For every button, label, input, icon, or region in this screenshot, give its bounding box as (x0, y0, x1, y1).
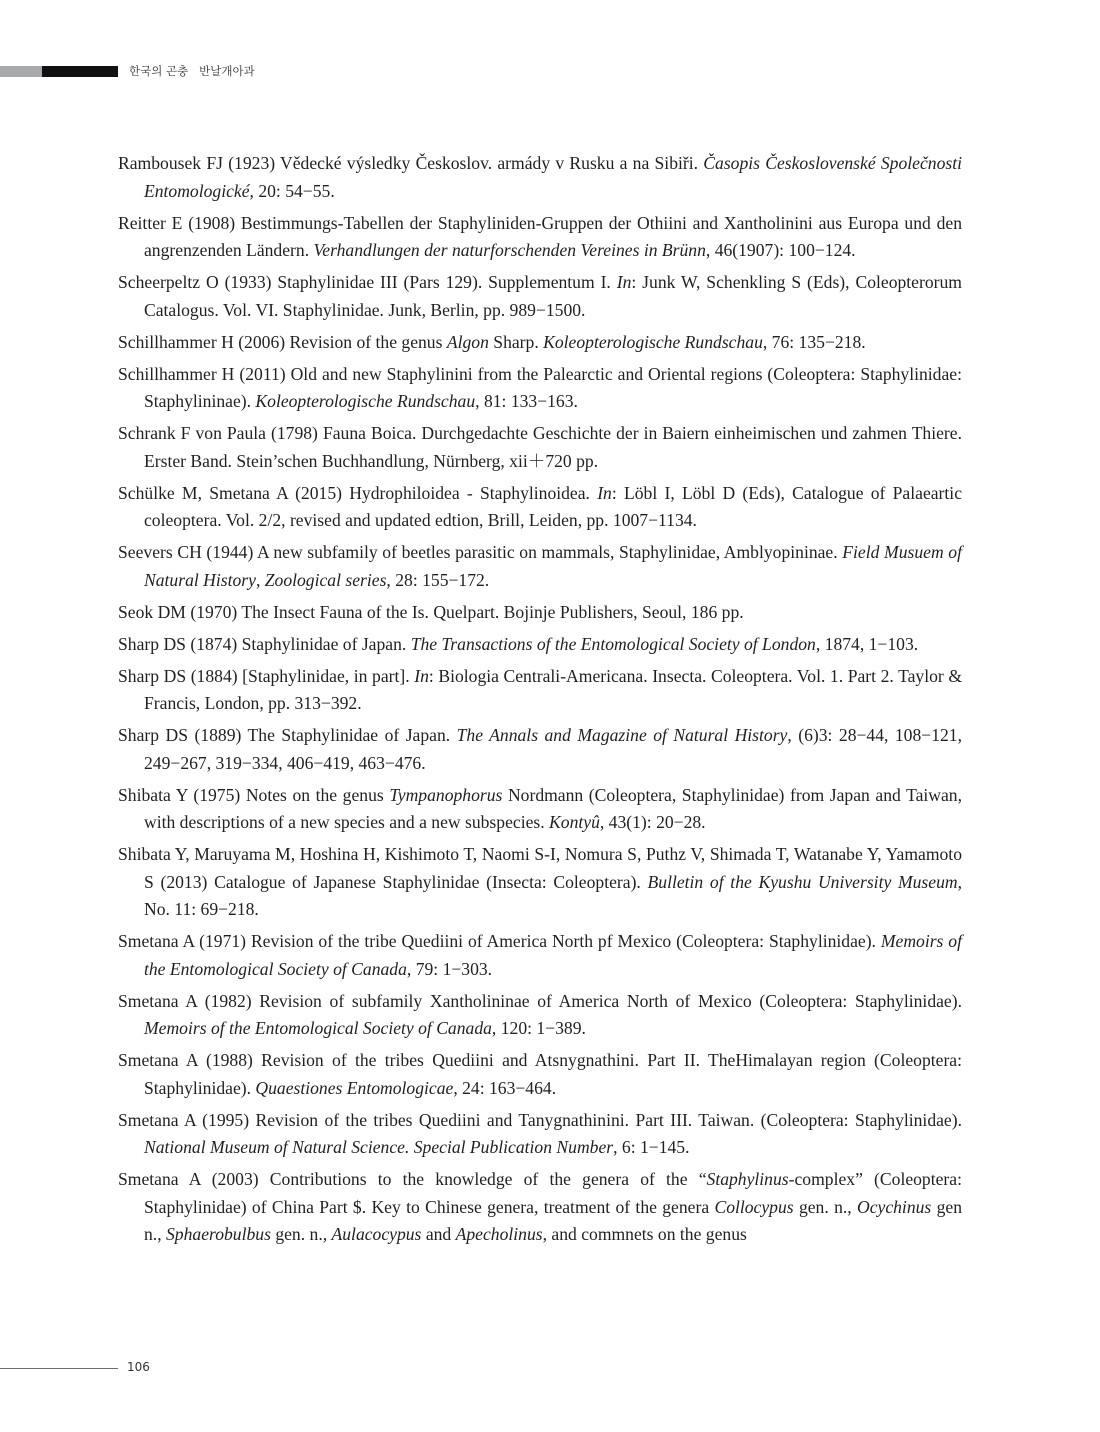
reference-entry (118, 210, 962, 265)
reference-text: , No. 11: 69−218. (144, 871, 962, 919)
reference-entry (118, 420, 962, 475)
reference-italic-text: In (414, 665, 429, 686)
reference-italic-text: Zoological series (264, 569, 387, 590)
reference-text: Scheerpeltz O (1933) Staphylinidae III (Pars 129). Supplementum I. (118, 272, 617, 292)
reference-entry (118, 663, 962, 718)
reference-italic-text: Quaestiones Entomologicae (255, 1077, 454, 1098)
reference-text: Seevers CH (1944) A new subfamily of beetles parasitic on mammals, Staphylinidae, Amblyopininae. (118, 542, 843, 562)
reference-entry (118, 988, 962, 1043)
reference-text: Schillhammer H (2011) Old and new Staphylinini from the Palearctic and Oriental regions (Coleoptera: Staphylinidae: Staphylininae). (118, 363, 962, 411)
reference-text: , 6: 1−145. (613, 1137, 690, 1157)
reference-text: : Biologia Centrali-Americana. Insecta. Coleoptera. Vol. 1. Part 2. Taylor & Francis, London, pp. 313−392. (144, 665, 963, 713)
reference-text: Smetana A (1971) Revision of the tribe Quediini of America North pf Mexico (Coleoptera: Staphylinidae). (118, 931, 881, 951)
reference-text: , 76: 135−218. (762, 331, 866, 352)
reference-text: , 1874, 1−103. (815, 633, 919, 654)
reference-text: Reitter E (1908) Bestimmungs-Tabellen der Staphyliniden-Gruppen der Othiini and Xantholinini aus Europa und den angrenzenden Ländern. (118, 212, 962, 260)
reference-text: , and commnets on the genus (542, 1224, 747, 1244)
reference-text: gen n., (144, 1196, 962, 1244)
reference-text: and (421, 1224, 456, 1244)
reference-entry (118, 361, 962, 416)
reference-text: Nordmann (Coleoptera, Staphylinidae) from Japan and Taiwan, with descriptions of a new species and a new subspecies. (144, 784, 962, 832)
reference-italic-text: Sphaerobulbus (166, 1224, 271, 1244)
reference-text: , 43(1): 20−28. (599, 812, 706, 832)
reference-entry (118, 928, 962, 983)
reference-italic-text: Koleopterologische Rundschau (543, 331, 763, 352)
reference-text: , 120: 1−389. (491, 1018, 586, 1038)
reference-text: , 46(1907): 100−124. (705, 240, 856, 260)
reference-text: Sharp DS (1884) [Staphylinidae, in part]. (118, 665, 415, 686)
reference-text: Seok DM (1970) The Insect Fauna of the Is. Quelpart. Bojinje Publishers, Seoul, 186 pp. (118, 601, 744, 622)
reference-entry (118, 480, 962, 535)
reference-text: : Junk W, Schenkling S (Eds), Coleopterorum Catalogus. Vol. VI. Staphylinidae. Junk, Berlin, pp. 989−1500. (144, 272, 962, 320)
reference-list (118, 150, 962, 1253)
reference-text: gen. n., (793, 1196, 857, 1217)
reference-entry (118, 1047, 962, 1102)
header-black-bar (42, 66, 118, 77)
reference-entry (118, 631, 962, 659)
reference-text: , 20: 54−55. (249, 180, 335, 201)
reference-italic-text: Memoirs of the Entomological Society of Canada (144, 1018, 492, 1038)
reference-text: Sharp DS (1874) Staphylinidae of Japan. (118, 633, 411, 654)
reference-italic-text: In (616, 272, 632, 292)
reference-italic-text: Algon (446, 331, 489, 352)
reference-text: Smetana A (1995) Revision of the tribes Quediini and Tanygnathinini. Part III. Taiwan. (Coleoptera: Staphylinidae). (118, 1109, 962, 1130)
reference-italic-text: Kontyû (549, 812, 600, 832)
page-number: 106 (127, 1360, 150, 1374)
reference-entry (118, 782, 962, 837)
reference-italic-text: Collocypus (714, 1196, 794, 1217)
reference-italic-text: In (597, 482, 612, 503)
reference-text: Shibata Y (1975) Notes on the genus (118, 784, 390, 805)
reference-text: -complex” (Coleoptera: Staphylinidae) of China Part $. Key to Chinese genera, treatment of the genera (144, 1169, 962, 1217)
reference-text: : Löbl I, Löbl D (Eds), Catalogue of Palaeartic coleoptera. Vol. 2/2, revised and updated edtion, Brill, Leiden, pp. 1007−1134. (144, 482, 963, 530)
reference-italic-text: Memoirs of the Entomological Society of Canada (144, 931, 962, 979)
reference-italic-text: Koleopterologische Rundschau (255, 391, 476, 411)
reference-text: Smetana A (2003) Contributions to the knowledge of the genera of the “ (118, 1169, 707, 1189)
running-title: 한국의 곤충 반날개아과 (129, 64, 255, 78)
reference-italic-text: The Transactions of the Entomological Society of London (410, 633, 816, 654)
reference-italic-text: National Museum of Natural Science. Special Publication Number (144, 1137, 614, 1157)
reference-text: Sharp DS (1889) The Staphylinidae of Japan. (118, 725, 457, 745)
reference-text: , (6)3: 28−44, 108−121, 249−267, 319−334, 406−419, 463−476. (144, 725, 962, 773)
reference-entry (118, 539, 962, 594)
reference-entry (118, 269, 962, 324)
header-gray-bar (0, 66, 42, 77)
reference-text: , 79: 1−303. (406, 958, 493, 979)
reference-italic-text: Aulacocypus (331, 1224, 422, 1244)
reference-italic-text: Field Musuem of Natural History (144, 542, 962, 590)
reference-italic-text: Ocychinus (857, 1196, 932, 1217)
reference-italic-text: Staphylinus (706, 1169, 789, 1189)
reference-text: , (255, 569, 265, 590)
reference-text: Rambousek FJ (1923) Vědecké výsledky Českoslov. armády v Rusku a na Sibiři. (118, 153, 704, 173)
reference-text: , 81: 133−163. (475, 391, 578, 411)
reference-text: Schülke M, Smetana A (2015) Hydrophiloidea - Staphylinoidea. (118, 482, 598, 503)
reference-italic-text: Časopis Československé Společnosti Entomologické (144, 153, 962, 201)
reference-text: Smetana A (1988) Revision of the tribes Quediini and Atsnygnathini. Part II. TheHimalayan region (Coleoptera: Staphylinidae). (118, 1050, 962, 1098)
reference-entry (118, 841, 962, 924)
reference-entry (118, 150, 962, 205)
reference-text: , 24: 163−464. (453, 1077, 557, 1098)
reference-italic-text: Apecholinus (455, 1224, 543, 1244)
reference-text: gen. n., (270, 1224, 332, 1244)
reference-italic-text: Verhandlungen der naturforschenden Vereines in Brünn (313, 240, 706, 260)
reference-entry (118, 599, 962, 627)
reference-entry (118, 329, 962, 357)
footer-rule (0, 1368, 118, 1369)
reference-text: Smetana A (1982) Revision of subfamily Xantholininae of America North of Mexico (Coleoptera: Staphylinidae). (118, 990, 962, 1011)
reference-italic-text: Bulletin of the Kyushu University Museum (647, 871, 958, 892)
reference-entry (118, 1166, 962, 1249)
reference-italic-text: Tympanophorus (389, 784, 503, 805)
reference-text: , 28: 155−172. (386, 569, 490, 590)
reference-entry (118, 722, 962, 777)
reference-text: Schillhammer H (2006) Revision of the genus (118, 331, 447, 352)
reference-text: Shibata Y, Maruyama M, Hoshina H, Kishimoto T, Naomi S-I, Nomura S, Puthz V, Shimada T, Watanabe Y, Yamamoto S (2013) Catalogue of Japanese Staphylinidae (Insecta: Coleoptera). (118, 844, 962, 892)
reference-text: Sharp. (488, 331, 544, 352)
reference-italic-text: The Annals and Magazine of Natural History (456, 725, 788, 745)
reference-entry (118, 1107, 962, 1162)
reference-text: Schrank F von Paula (1798) Fauna Boica. Durchgedachte Geschichte der in Baiern einheimischen und zahmen Thiere. Erster Band. Stein’schen Buchhandlung, Nürnberg, xii＋720 pp. (118, 423, 962, 471)
